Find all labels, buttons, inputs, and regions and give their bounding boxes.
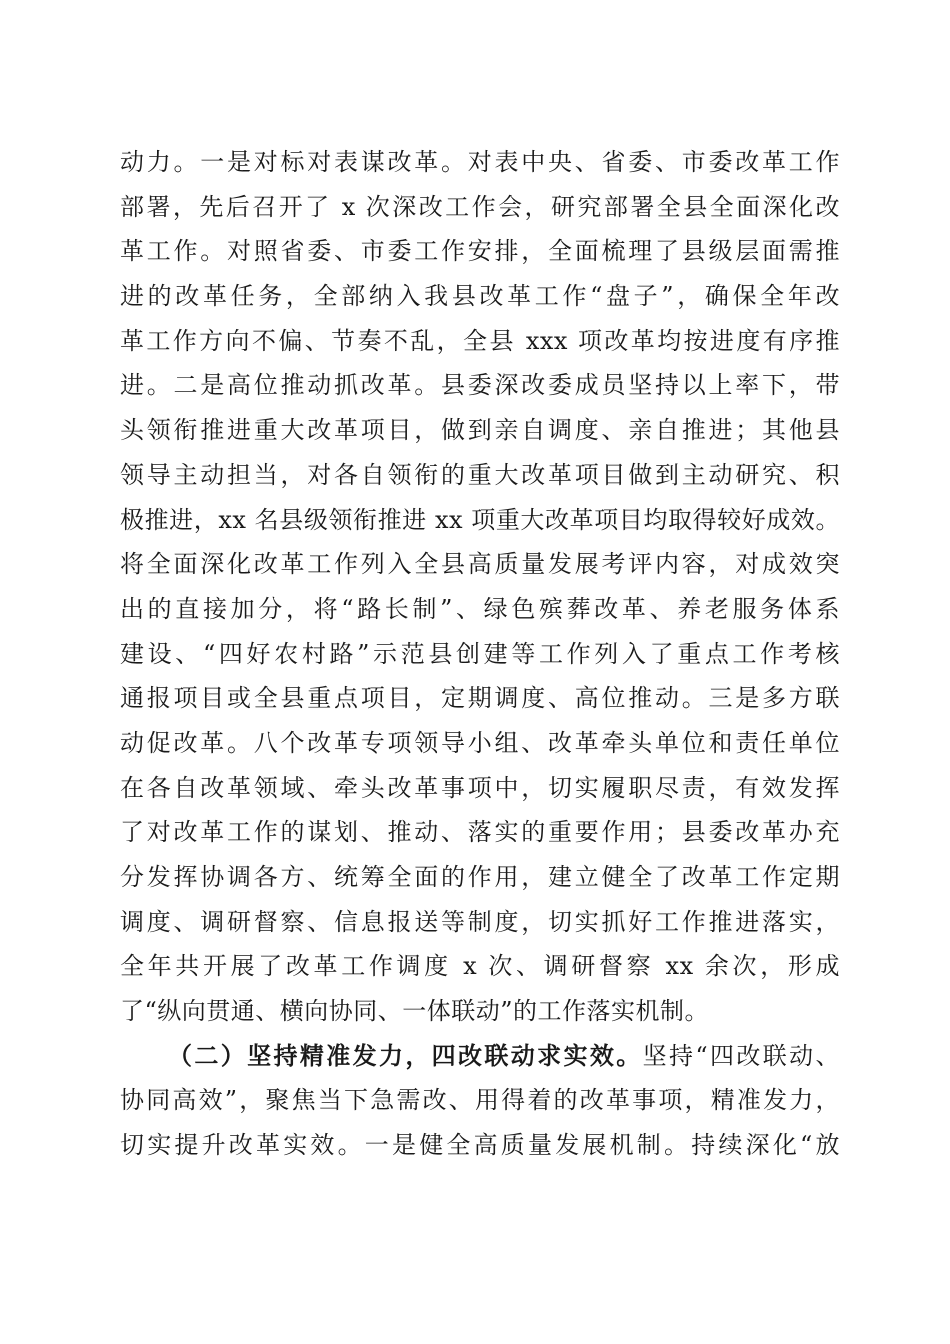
text-line: 动促改革。八个改革专项领导小组、改革牵头单位和责任单位	[120, 728, 840, 757]
text-line: 极推进，xx 名县级领衔推进 xx 项重大改革项目均取得较好成效。	[120, 505, 840, 534]
text-line: 部署，先后召开了 x 次深改工作会，研究部署全县全面深化改	[120, 192, 840, 221]
text-line: 头领衔推进重大改革项目，做到亲自调度、亲自推进；其他县	[120, 416, 840, 445]
section-heading-line	[120, 1034, 840, 1079]
text-line: 全年共开展了改革工作调度 x 次、调研督察 xx 余次，形成	[120, 952, 840, 981]
text-line: 了对改革工作的谋划、推动、落实的重要作用；县委改革办充	[120, 818, 840, 847]
text-line: 协同高效”，聚焦当下急需改、用得着的改革事项，精准发力，	[120, 1086, 840, 1115]
text-line: 进。二是高位推动抓改革。县委深改委成员坚持以上率下，带	[120, 371, 840, 400]
section-heading: （二）坚持精准发力，四改联动求实效。	[168, 1040, 643, 1070]
text-run: 坚持“四改联动、	[642, 1041, 840, 1070]
text-line: 出的直接加分，将“路长制”、绿色殡葬改革、养老服务体系	[120, 594, 840, 623]
text-line: 将全面深化改革工作列入全县高质量发展考评内容，对成效突	[120, 550, 840, 579]
text-line: 在各自改革领域、牵头改革事项中，切实履职尽责，有效发挥	[120, 773, 840, 802]
text-line: 动力。一是对标对表谋改革。对表中央、省委、市委改革工作	[120, 148, 840, 176]
text-line: 建设、“四好农村路”示范县创建等工作列入了重点工作考核	[120, 639, 840, 668]
text-line: 分发挥协调各方、统筹全面的作用，建立健全了改革工作定期	[120, 863, 840, 891]
text-line: 切实提升改革实效。一是健全高质量发展机制。持续深化“放	[120, 1131, 840, 1160]
text-line: 革工作。对照省委、市委工作安排，全面梳理了县级层面需推	[120, 237, 840, 266]
text-line: 通报项目或全县重点项目，定期调度、高位推动。三是多方联	[120, 684, 840, 713]
text-line: 革工作方向不偏、节奏不乱，全县 xxx 项改革均按进度有序推	[120, 326, 840, 355]
body-text	[120, 140, 840, 1168]
text-line: 了“纵向贯通、横向协同、一体联动”的工作落实机制。	[120, 997, 710, 1026]
text-line: 调度、调研督察、信息报送等制度，切实抓好工作推进落实，	[120, 907, 840, 936]
text-line: 领导主动担当，对各自领衔的重大改革项目做到主动研究、积	[120, 460, 840, 489]
text-line: 进的改革任务，全部纳入我县改革工作“盘子”，确保全年改	[120, 282, 840, 311]
